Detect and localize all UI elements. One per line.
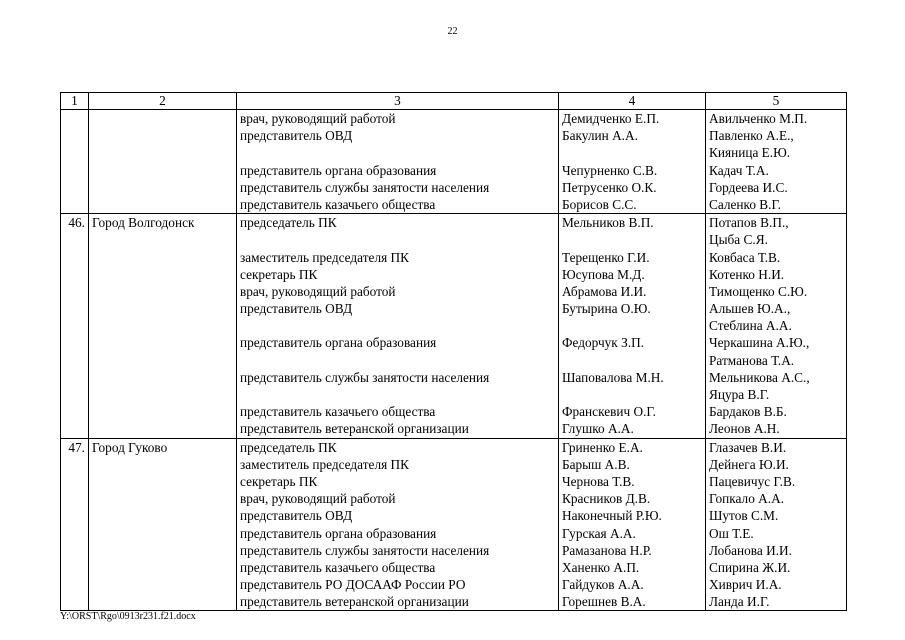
cell-line: Юсупова М.Д.: [562, 266, 645, 282]
cell-line: [240, 317, 555, 334]
cell-line: Глушко А.А.: [562, 421, 634, 437]
deputy-cell: [706, 110, 847, 214]
city-name: Город Волгодонск: [89, 214, 237, 438]
cell-line: Бакулин А.А.: [562, 128, 638, 144]
cell-line: Чепурненко С.В.: [562, 162, 658, 178]
cell-line: [562, 317, 702, 334]
header-col-2: 2: [89, 93, 237, 110]
cell-line: представитель ветеранской организации: [240, 421, 469, 437]
file-path-footer: Y:\ORST\Rgo\0913r231.f21.docx: [60, 611, 196, 622]
cell-line: Борисов С.С.: [562, 196, 637, 212]
role-cell: [237, 110, 559, 214]
table-row: [61, 214, 847, 438]
row-number: 47.: [61, 438, 89, 611]
cell-line: Ланда И.Г.: [709, 594, 770, 610]
cell-line: председатель ПК: [240, 215, 337, 231]
row-number: [61, 110, 89, 214]
cell-line: [562, 231, 702, 248]
header-col-1: 1: [61, 93, 89, 110]
cell-line: Лобанова И.И.: [709, 542, 792, 558]
member-cell: [559, 438, 706, 611]
cell-line: [240, 231, 555, 248]
cell-line: Бардаков В.Б.: [709, 404, 787, 420]
cell-line: Гурская А.А.: [562, 525, 636, 541]
cell-line: [240, 386, 555, 403]
cell-line: заместитель председателя ПК: [240, 249, 409, 265]
cell-line: представитель РО ДОСААФ России РО: [240, 577, 466, 593]
deputy-cell: [706, 438, 847, 611]
cell-line: Красников Д.В.: [562, 491, 651, 507]
table-row: [61, 110, 847, 214]
header-col-4: 4: [559, 93, 706, 110]
table-row: [61, 438, 847, 611]
table-header-row: [61, 93, 847, 110]
cell-line: заместитель председателя ПК: [240, 456, 409, 472]
cell-line: Пацевичус Г.В.: [709, 473, 796, 489]
cell-line: Стеблина А.А.: [709, 318, 792, 334]
cell-line: [240, 352, 555, 369]
cell-line: Гриненко Е.А.: [562, 439, 643, 455]
cell-line: Глазачев В.И.: [709, 439, 787, 455]
cell-line: Абрамова И.И.: [562, 283, 647, 299]
cell-line: врач, руководящий работой: [240, 283, 396, 299]
cell-line: Франскевич О.Г.: [562, 404, 656, 420]
cell-line: Дейнега Ю.И.: [709, 456, 789, 472]
cell-line: представитель органа образования: [240, 162, 437, 178]
cell-line: представитель службы занятости населения: [240, 369, 490, 385]
commission-table: [60, 92, 847, 611]
cell-line: Тимощенко С.Ю.: [709, 283, 808, 299]
cell-line: Ош Т.Е.: [709, 525, 754, 541]
cell-line: Хиврич И.А.: [709, 577, 782, 593]
cell-line: Павленко А.Е.,: [709, 128, 794, 144]
cell-line: Петрусенко О.К.: [562, 179, 657, 195]
cell-line: [562, 144, 702, 161]
cell-line: Ратманова Т.А.: [709, 352, 795, 368]
cell-line: Авильченко М.П.: [709, 111, 808, 126]
cell-line: Саленко В.Г.: [709, 196, 782, 212]
cell-line: представитель службы занятости населения: [240, 542, 490, 558]
cell-line: Барыш А.В.: [562, 456, 630, 472]
cell-line: представитель ОВД: [240, 128, 353, 144]
cell-line: Мельникова А.С.,: [709, 369, 810, 385]
cell-line: представитель службы занятости населения: [240, 179, 490, 195]
cell-line: Мельников В.П.: [562, 215, 654, 231]
cell-line: представитель ОВД: [240, 508, 353, 524]
cell-line: Гопкало А.А.: [709, 491, 785, 507]
cell-line: Цыба С.Я.: [709, 232, 768, 248]
row-number: 46.: [61, 214, 89, 438]
cell-line: представитель органа образования: [240, 525, 437, 541]
cell-line: Кадач Т.А.: [709, 162, 769, 178]
cell-line: Наконечный Р.Ю.: [562, 508, 662, 524]
cell-line: Демидченко Е.П.: [562, 111, 660, 126]
cell-line: Рамазанова Н.Р.: [562, 542, 652, 558]
city-name: [89, 110, 237, 214]
cell-line: представитель органа образования: [240, 335, 437, 351]
page-number: 22: [447, 26, 458, 37]
cell-line: [240, 144, 555, 161]
cell-line: Потапов В.П.,: [709, 215, 789, 231]
cell-line: [562, 352, 702, 369]
cell-line: секретарь ПК: [240, 473, 318, 489]
cell-line: Ковбаса Т.В.: [709, 249, 781, 265]
cell-line: председатель ПК: [240, 439, 337, 455]
header-col-5: 5: [706, 93, 847, 110]
cell-line: Гордеева И.С.: [709, 179, 788, 195]
cell-line: Горешнев В.А.: [562, 594, 646, 610]
cell-line: врач, руководящий работой: [240, 491, 396, 507]
cell-line: секретарь ПК: [240, 266, 318, 282]
cell-line: врач, руководящий работой: [240, 111, 396, 126]
cell-line: Черкашина А.Ю.,: [709, 335, 810, 351]
cell-line: Бутырина О.Ю.: [562, 301, 651, 317]
cell-line: представитель ОВД: [240, 301, 353, 317]
cell-line: Гайдуков А.А.: [562, 577, 644, 593]
member-cell: [559, 110, 706, 214]
cell-line: Спирина Ж.И.: [709, 559, 791, 575]
role-cell: [237, 214, 559, 438]
cell-line: Яцура В.Г.: [709, 387, 770, 402]
cell-line: Леонов А.Н.: [709, 421, 780, 437]
cell-line: Терещенко Г.И.: [562, 249, 650, 265]
cell-line: представитель казачьего общества: [240, 404, 436, 420]
cell-line: Котенко Н.И.: [709, 266, 785, 282]
cell-line: представитель ветеранской организации: [240, 594, 469, 610]
cell-line: представитель казачьего общества: [240, 196, 436, 212]
role-cell: [237, 438, 559, 611]
member-cell: [559, 214, 706, 438]
city-name: Город Гуково: [89, 438, 237, 611]
cell-line: Кияница Е.Ю.: [709, 145, 791, 161]
cell-line: Альшев Ю.А.,: [709, 301, 791, 317]
cell-line: Шаповалова М.Н.: [562, 369, 664, 385]
cell-line: [562, 386, 702, 403]
cell-line: представитель казачьего общества: [240, 559, 436, 575]
cell-line: Чернова Т.В.: [562, 473, 635, 489]
header-col-3: 3: [237, 93, 559, 110]
cell-line: Шутов С.М.: [709, 508, 779, 524]
cell-line: Федорчук З.П.: [562, 335, 644, 351]
cell-line: Ханенко А.П.: [562, 559, 640, 575]
deputy-cell: [706, 214, 847, 438]
